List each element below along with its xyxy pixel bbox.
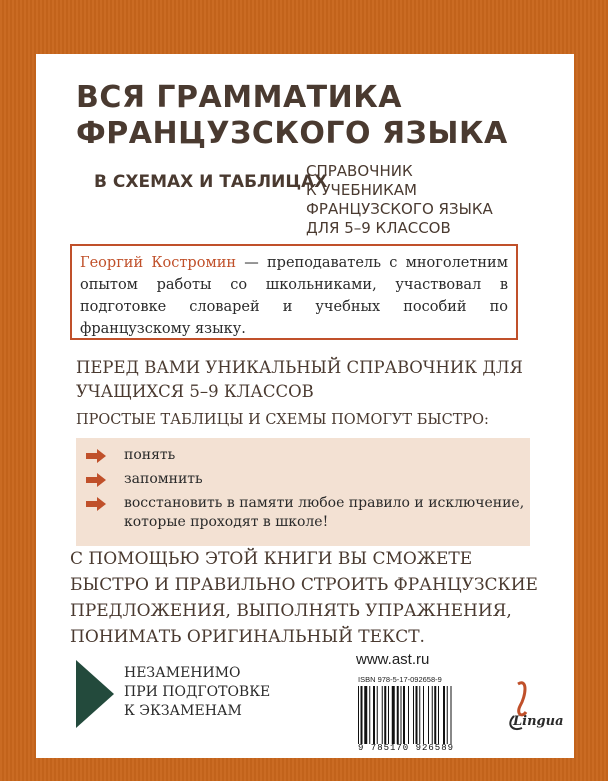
handbook-description — [306, 162, 526, 238]
exam-line-2: ПРИ ПОДГОТОВКЕ — [124, 684, 271, 700]
barcode-bar — [361, 686, 363, 744]
barcode-digits: 9 785170 926589 — [358, 743, 455, 753]
barcode-bar — [413, 686, 414, 744]
barcode-bar — [416, 686, 418, 744]
handbook-line-4: ДЛЯ 5–9 КЛАССОВ — [306, 219, 451, 237]
book-subtitle: В СХЕМАХ И ТАБЛИЦАХ — [94, 172, 328, 192]
barcode-bar — [401, 686, 402, 744]
barcode-icon — [356, 686, 486, 744]
barcode-bar — [432, 686, 433, 744]
handbook-line-2: К УЧЕБНИКАМ — [306, 181, 417, 199]
benefits-line-3: ПРЕДЛОЖЕНИЯ, ВЫПОЛНЯТЬ УПРАЖНЕНИЯ, — [70, 601, 512, 621]
unique-line-1: ПЕРЕД ВАМИ УНИКАЛЬНЫЙ СПРАВОЧНИК ДЛЯ — [76, 358, 523, 377]
exam-line-3: К ЭКЗАМЕНАМ — [124, 703, 242, 719]
bullet-text: восстановить в памяти любое правило и исключение, которые проходят в школе! — [124, 495, 525, 530]
exam-line-1: НЕЗАМЕНИМО — [124, 665, 241, 681]
barcode-bar — [364, 686, 367, 744]
barcode-bar — [358, 686, 359, 744]
benefits-line-2: БЫСТРО И ПРАВИЛЬНО СТРОИТЬ ФРАНЦУЗСКИЕ — [70, 575, 538, 595]
title-line-2: ФРАНЦУЗСКОГО ЯЗЫКА — [76, 116, 508, 151]
barcode-bar — [397, 686, 399, 744]
publisher-logo-icon — [496, 676, 566, 746]
author-bio: — преподаватель с многолетним опытом работы со школьниками, участвовал в подготовке словарей и учебных пособий по французскому языку. — [80, 255, 508, 337]
barcode-bar — [443, 686, 445, 744]
bullet-list — [76, 438, 530, 546]
barcode-bar — [434, 686, 436, 744]
barcode-bar — [403, 686, 405, 744]
exam-note — [124, 664, 270, 721]
barcode-bar — [419, 686, 420, 744]
barcode-bar — [388, 686, 389, 744]
publisher-website[interactable]: www.ast.ru — [356, 651, 430, 668]
barcode-bar — [377, 686, 378, 744]
back-cover-panel — [36, 54, 574, 758]
barcode-bar — [369, 686, 370, 744]
barcode-bar — [438, 686, 439, 744]
benefits-line-4: ПОНИМАТЬ ОРИГИНАЛЬНЫЙ ТЕКСТ. — [70, 627, 425, 647]
author-name: Георгий Костромин — [80, 255, 237, 271]
publisher-logo-text: Lingua — [513, 714, 564, 729]
barcode-bar — [373, 686, 375, 744]
unique-line-2: УЧАЩИХСЯ 5–9 КЛАССОВ — [76, 382, 314, 401]
barcode-bar — [392, 686, 395, 744]
barcode-bar — [451, 686, 452, 744]
isbn-number: ISBN 978-5-17-092658-9 — [358, 675, 442, 684]
arrow-right-icon — [86, 449, 106, 463]
unique-handbook-text — [76, 356, 523, 404]
bullet-text: запомнить — [124, 471, 203, 487]
arrow-right-icon — [86, 497, 106, 511]
barcode-bar — [423, 686, 424, 744]
book-title — [76, 80, 508, 152]
benefits-line-1: С ПОМОЩЬЮ ЭТОЙ КНИГИ ВЫ СМОЖЕТЕ — [70, 549, 473, 569]
barcode-bar — [408, 686, 409, 744]
barcode-bar — [384, 686, 386, 744]
play-triangle-icon — [76, 660, 114, 728]
arrow-right-icon — [86, 473, 106, 487]
author-box — [70, 244, 518, 340]
simple-heading: ПРОСТЫЕ ТАБЛИЦЫ И СХЕМЫ ПОМОГУТ БЫСТРО: — [76, 412, 489, 428]
title-line-1: ВСЯ ГРАММАТИКА — [76, 80, 402, 115]
handbook-line-3: ФРАНЦУЗСКОГО ЯЗЫКА — [306, 200, 493, 218]
barcode-bar — [447, 686, 448, 744]
barcode-bar — [428, 686, 429, 744]
handbook-line-1: СПРАВОЧНИК — [306, 162, 413, 180]
benefits-text — [70, 546, 540, 650]
bullet-text: понять — [124, 447, 176, 463]
barcode-bar — [382, 686, 383, 744]
